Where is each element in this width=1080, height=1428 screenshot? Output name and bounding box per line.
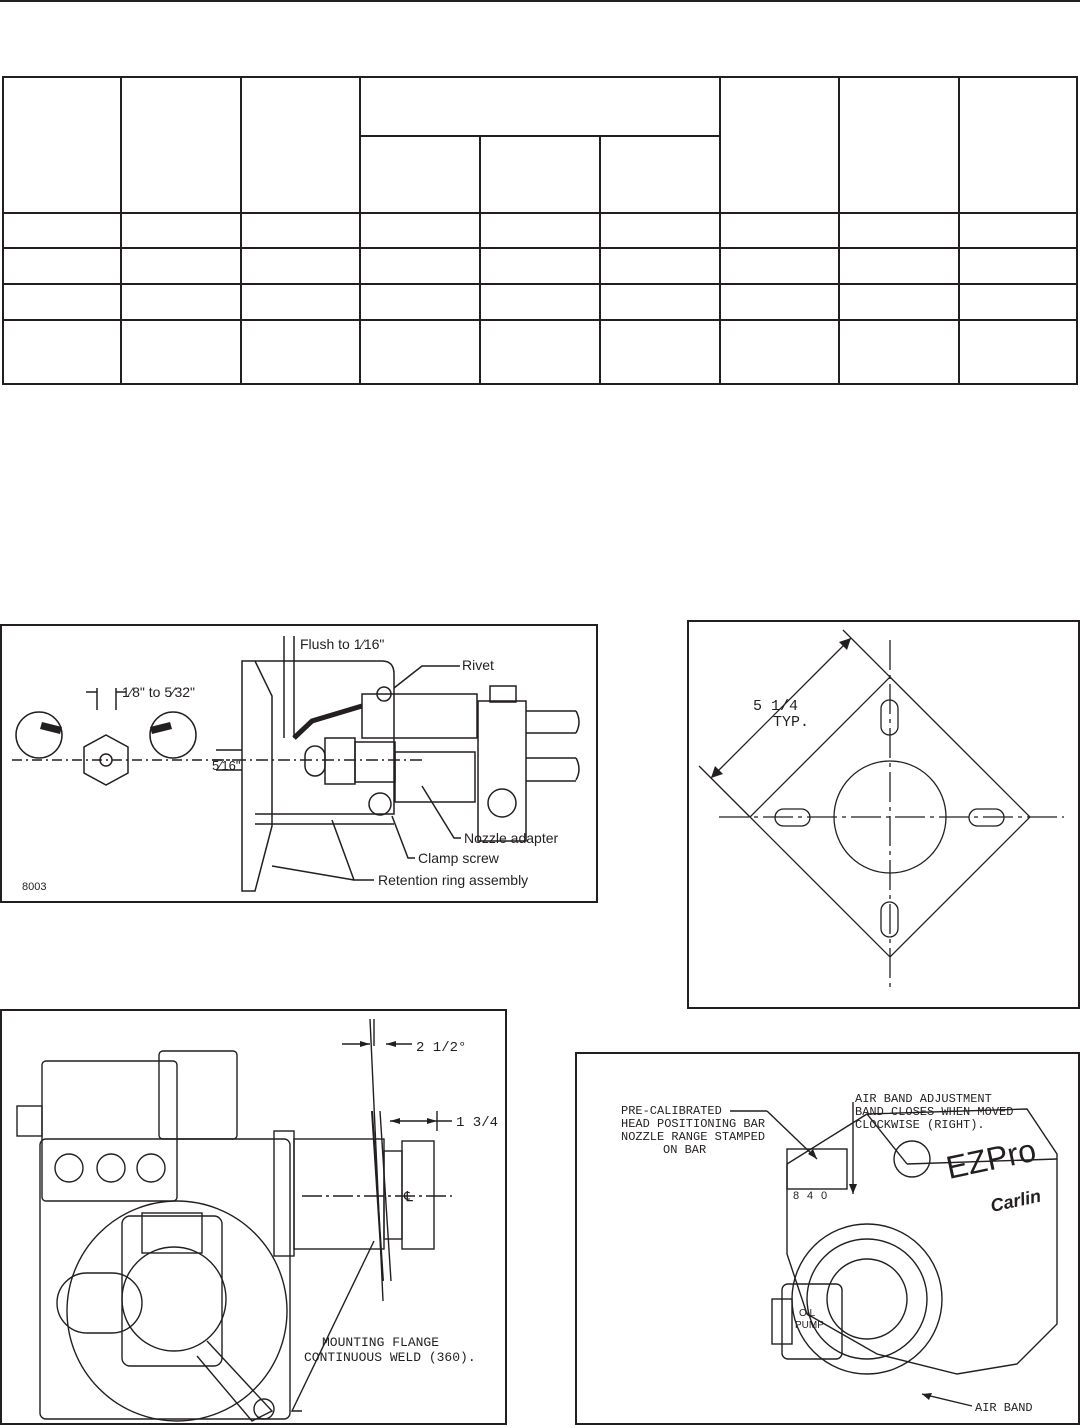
flange-offset: 1 3/4	[456, 1115, 499, 1131]
electrode-height-callout: 5⁄16"	[212, 758, 241, 773]
flange-callout-line2: CONTINUOUS WELD (360).	[304, 1350, 476, 1365]
table-border	[3, 77, 1077, 384]
head-positioning-bar	[787, 1149, 847, 1189]
flange-angle: 2 1/2°	[416, 1040, 467, 1056]
air-band-drawing	[577, 1054, 1078, 1423]
top-rule	[0, 0, 1080, 2]
clamp-screw	[488, 789, 516, 817]
scale-digit: 8	[793, 1190, 800, 1202]
burner-mounting-drawing	[2, 1011, 505, 1423]
air-band-ring	[792, 1224, 942, 1374]
retention-ring	[242, 661, 272, 891]
figure-number: 8003	[22, 881, 47, 893]
scale-digit: 4	[807, 1190, 814, 1202]
centerline-mark: ℄	[404, 1188, 413, 1204]
motor	[122, 1247, 226, 1351]
air-tube	[294, 1139, 384, 1249]
burner-housing	[40, 1139, 290, 1419]
retention-ring-callout: Retention ring assembly	[378, 872, 529, 888]
electrode-setting-figure	[0, 624, 598, 903]
air-band-figure	[575, 1052, 1080, 1425]
right-electrode-insulator	[150, 712, 196, 758]
nozzle-adapter-callout: Nozzle adapter	[464, 830, 559, 846]
head-bar-callout-line1: PRE-CALIBRATED	[621, 1104, 722, 1118]
flush-callout: Flush to 1⁄16"	[300, 636, 385, 652]
air-band-adjustment-line2: BAND CLOSES WHEN MOVED	[855, 1105, 1014, 1119]
dimension-value: 5 1/4	[753, 698, 799, 715]
mounting-plate-drawing	[689, 622, 1078, 1007]
blower-housing	[67, 1201, 287, 1421]
flange-callout-line1: MOUNTING FLANGE	[322, 1335, 440, 1350]
model-logo: EZPro	[942, 1131, 1040, 1186]
scale-digit: 0	[821, 1190, 828, 1202]
air-band-callout: AIR BAND	[975, 1401, 1033, 1415]
clamp-body	[478, 701, 526, 841]
dimension-note: TYP.	[773, 714, 810, 731]
electrode-setting-drawing	[2, 626, 596, 901]
spec-table	[2, 76, 1078, 385]
pump-label-line1: OIL	[799, 1308, 816, 1319]
air-band-adjustment-line1: AIR BAND ADJUSTMENT	[855, 1092, 992, 1106]
left-electrode-insulator	[16, 712, 62, 758]
mounting-plate-figure	[687, 620, 1080, 1009]
electrode-gap-callout: 1⁄8" to 5⁄32"	[122, 684, 196, 700]
clamp-screw-callout: Clamp screw	[418, 850, 499, 866]
pump-label-line2: PUMP	[795, 1320, 824, 1331]
head-bar-callout-line2: HEAD POSITIONING BAR	[621, 1117, 766, 1131]
rivet-callout: Rivet	[462, 657, 494, 673]
brand-logo: Carlin	[988, 1185, 1043, 1216]
head-bar-callout-line4: ON BAR	[663, 1143, 707, 1157]
nozzle-adapter	[395, 752, 475, 802]
head-bar-callout-line3: NOZZLE RANGE STAMPED	[621, 1130, 766, 1144]
burner-mounting-figure	[0, 1009, 507, 1425]
air-band-adjustment-line3: CLOCKWISE (RIGHT).	[855, 1118, 985, 1132]
